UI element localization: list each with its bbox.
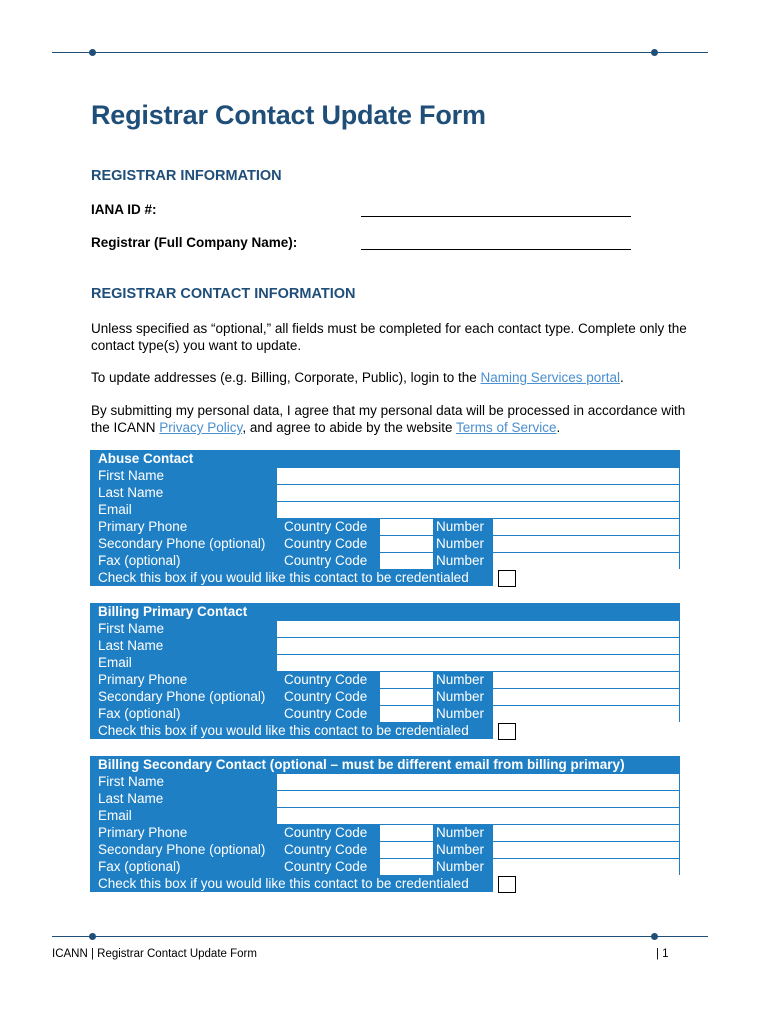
rule-line [52,52,708,53]
primary-phone-country-code-input[interactable] [380,671,434,688]
first-name-label: First Name [90,467,277,484]
email-input[interactable] [277,654,680,671]
company-name-label: Registrar (Full Company Name): [91,235,298,250]
contact-row [90,671,680,688]
contact-row [90,637,680,654]
contact-row [90,467,680,484]
paragraph-text: To update addresses (e.g. Billing, Corporate, Public), login to the [91,370,481,385]
privacy-policy-link[interactable]: Privacy Policy [159,420,243,435]
country-code-label: Country Code [284,672,368,687]
number-label: Number [436,553,485,568]
instructions-paragraph: Unless specified as “optional,” all fields must be completed for each contact type. Complete only the contact type(s) you want to update. [91,321,687,353]
naming-services-portal-link[interactable]: Naming Services portal [480,370,621,385]
number-label: Number [436,536,485,551]
credential-row [90,875,680,892]
contact-row [90,518,680,535]
credential-label: Check this box if you would like this contact to be credentialed [90,722,493,739]
credential-checkbox[interactable] [498,723,516,740]
primary-phone-number-input[interactable] [493,671,680,688]
paragraph-text: . [556,420,561,435]
credential-row [90,569,680,586]
paragraph-text: By submitting my personal data, I agree that my personal data will be processed in accordance with the ICANN [91,403,686,435]
secondary-phone-number-input[interactable] [493,688,680,705]
rule-line [52,936,708,937]
contact-section [90,603,680,739]
iana-id-field[interactable] [361,216,631,217]
fax-label: Fax (optional) [98,859,181,874]
country-code-label: Country Code [284,519,368,534]
contact-info-heading: REGISTRAR CONTACT INFORMATION [91,286,356,302]
country-code-label: Country Code [284,706,368,721]
contact-row [90,654,680,671]
primary-phone-country-code-input[interactable] [380,824,434,841]
contact-section-title: Billing Secondary Contact (optional – must be different email from billing primary) [90,756,680,773]
top-rule [52,48,708,57]
country-code-label: Country Code [284,553,368,568]
secondary-phone-label: Secondary Phone (optional) [98,842,266,857]
fax-label: Fax (optional) [98,706,181,721]
rule-dot [89,933,96,940]
secondary-phone-label: Secondary Phone (optional) [98,536,266,551]
iana-id-label: IANA ID #: [91,202,157,217]
first-name-input[interactable] [277,773,680,790]
credential-label: Check this box if you would like this contact to be credentialed [90,875,493,892]
secondary-phone-number-input[interactable] [493,841,680,858]
last-name-label: Last Name [90,637,277,654]
secondary-phone-country-code-input[interactable] [380,688,434,705]
email-label: Email [90,501,277,518]
contact-row [90,705,680,722]
rule-dot [651,49,658,56]
last-name-label: Last Name [90,790,277,807]
email-input[interactable] [277,501,680,518]
fax-country-code-input[interactable] [380,552,434,569]
fax-label: Fax (optional) [98,553,181,568]
contact-section [90,450,680,586]
contact-row [90,688,680,705]
primary-phone-number-input[interactable] [493,518,680,535]
rule-dot [651,933,658,940]
consent-paragraph [91,402,691,436]
contact-section-title: Billing Primary Contact [90,603,680,620]
email-input[interactable] [277,807,680,824]
primary-phone-number-input[interactable] [493,824,680,841]
last-name-input[interactable] [277,484,680,501]
fax-number-input[interactable] [493,858,680,875]
rule-dot [89,49,96,56]
company-name-field[interactable] [361,249,631,250]
paragraph-text: . [620,370,624,385]
credential-row [90,722,680,739]
fax-country-code-input[interactable] [380,858,434,875]
email-label: Email [90,807,277,824]
country-code-label: Country Code [284,842,368,857]
update-address-paragraph [91,369,691,386]
contact-row [90,841,680,858]
first-name-input[interactable] [277,620,680,637]
number-label: Number [436,859,485,874]
contact-row [90,501,680,518]
page-number: | 1 [656,948,669,960]
fax-country-code-input[interactable] [380,705,434,722]
number-label: Number [436,706,485,721]
terms-of-service-link[interactable]: Terms of Service [455,420,557,435]
fax-number-input[interactable] [493,705,680,722]
first-name-label: First Name [90,620,277,637]
number-label: Number [436,825,485,840]
number-label: Number [436,842,485,857]
contact-row [90,552,680,569]
secondary-phone-country-code-input[interactable] [380,535,434,552]
number-label: Number [436,672,485,687]
contact-row [90,535,680,552]
contact-row [90,807,680,824]
page-title: Registrar Contact Update Form [91,100,486,130]
email-label: Email [90,654,277,671]
number-label: Number [436,519,485,534]
registrar-info-heading: REGISTRAR INFORMATION [91,168,282,184]
credential-checkbox[interactable] [498,876,516,893]
first-name-label: First Name [90,773,277,790]
secondary-phone-label: Secondary Phone (optional) [98,689,266,704]
bottom-rule [52,932,708,941]
contact-row [90,858,680,875]
primary-phone-country-code-input[interactable] [380,518,434,535]
primary-phone-label: Primary Phone [98,519,188,534]
fax-number-input[interactable] [493,552,680,569]
last-name-label: Last Name [90,484,277,501]
contact-section [90,756,680,892]
contact-row [90,773,680,790]
country-code-label: Country Code [284,825,368,840]
first-name-input[interactable] [277,467,680,484]
contact-section-title: Abuse Contact [90,450,680,467]
last-name-input[interactable] [277,637,680,654]
contact-row [90,484,680,501]
contact-row [90,824,680,841]
secondary-phone-country-code-input[interactable] [380,841,434,858]
primary-phone-label: Primary Phone [98,825,188,840]
footer-title: ICANN | Registrar Contact Update Form [52,948,257,960]
credential-checkbox[interactable] [498,570,516,587]
primary-phone-label: Primary Phone [98,672,188,687]
country-code-label: Country Code [284,536,368,551]
country-code-label: Country Code [284,859,368,874]
secondary-phone-number-input[interactable] [493,535,680,552]
number-label: Number [436,689,485,704]
last-name-input[interactable] [277,790,680,807]
contact-row [90,620,680,637]
credential-label: Check this box if you would like this contact to be credentialed [90,569,493,586]
paragraph-text: , and agree to abide by the website [242,420,456,435]
country-code-label: Country Code [284,689,368,704]
contact-row [90,790,680,807]
